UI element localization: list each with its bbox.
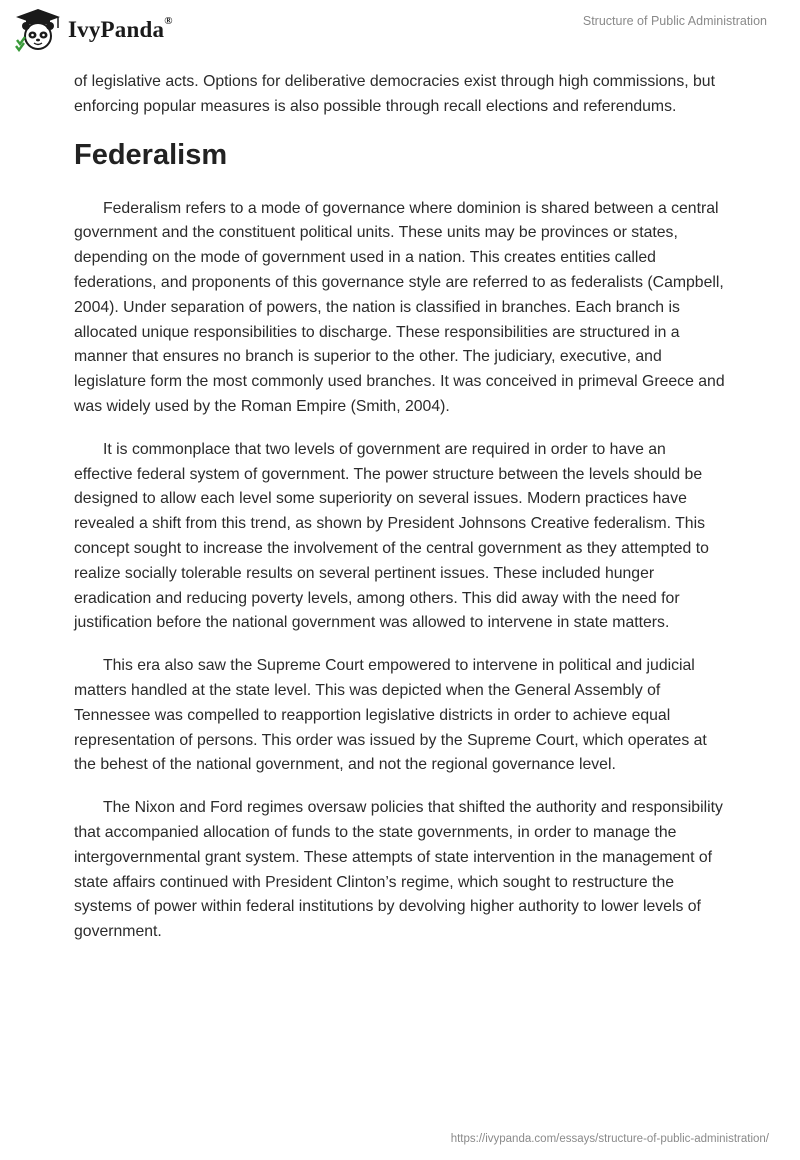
intro-paragraph: of legislative acts. Options for deliberative democracies exist through high commissions, but enforcing popular measures is also possible through recall elections and referendums. [74,73,715,115]
article-body [74,70,728,963]
paragraph: The Nixon and Ford regimes oversaw policies that shifted the authority and responsibility that accompanied allocation of funds to the state governments, in order to manage the intergovernmental grant system. These attempts of state intervention in the management of state affairs continued with President Clinton’s regime, which sought to restructure the systems of power within federal institutions by devolving higher authority to lower levels of government. [74,799,723,941]
panda-graduate-icon [14,8,62,52]
page-header [0,0,800,62]
document-title: Structure of Public Administration [582,14,767,28]
source-url-link[interactable]: https://ivypanda.com/essays/structure-of-public-administration/ [450,1133,769,1145]
paragraph: It is commonplace that two levels of government are required in order to have an effective federal system of government. The power structure between the levels should be designed to allow each level some superiority on several issues. Modern practices have revealed a shift from this trend, as shown by President Johnsons Creative federalism. This concept sought to increase the involvement of the central government as they attempted to realize socially tolerable results on several pertinent issues. These included hunger eradication and reducing poverty levels, among others. This did away with the need for justification before the national government was allowed to intervene in state matters. [74,440,709,632]
section-heading: Federalism [74,138,228,171]
logo[interactable] [14,8,173,52]
paragraph: This era also saw the Supreme Court empowered to intervene in political and judicial matters handled at the state level. This was depicted when the General Assembly of Tennessee was compelled to reapportion legislative districts in order to achieve equal representation of persons. This order was issued by the Supreme Court, which operates at the behest of the national government, and not the regional governance level. [74,657,707,774]
brand-name: IvyPanda® [68,15,173,42]
paragraph: Federalism refers to a mode of governance where dominion is shared between a central government and the constituent political units. These units may be provinces or states, depending on the mode of government used in a nation. This creates entities called federations, and proponents of this governance style are referred to as federalists (Campbell, 2004). Under separation of powers, the nation is classified in branches. Each branch is allocated unique responsibilities to discharge. These responsibilities are structured in a manner that ensures no branch is superior to the other. The judiciary, executive, and legislature form the most commonly used branches. It was conceived in primeval Greece and was widely used by the Roman Empire (Smith, 2004). [74,199,725,415]
